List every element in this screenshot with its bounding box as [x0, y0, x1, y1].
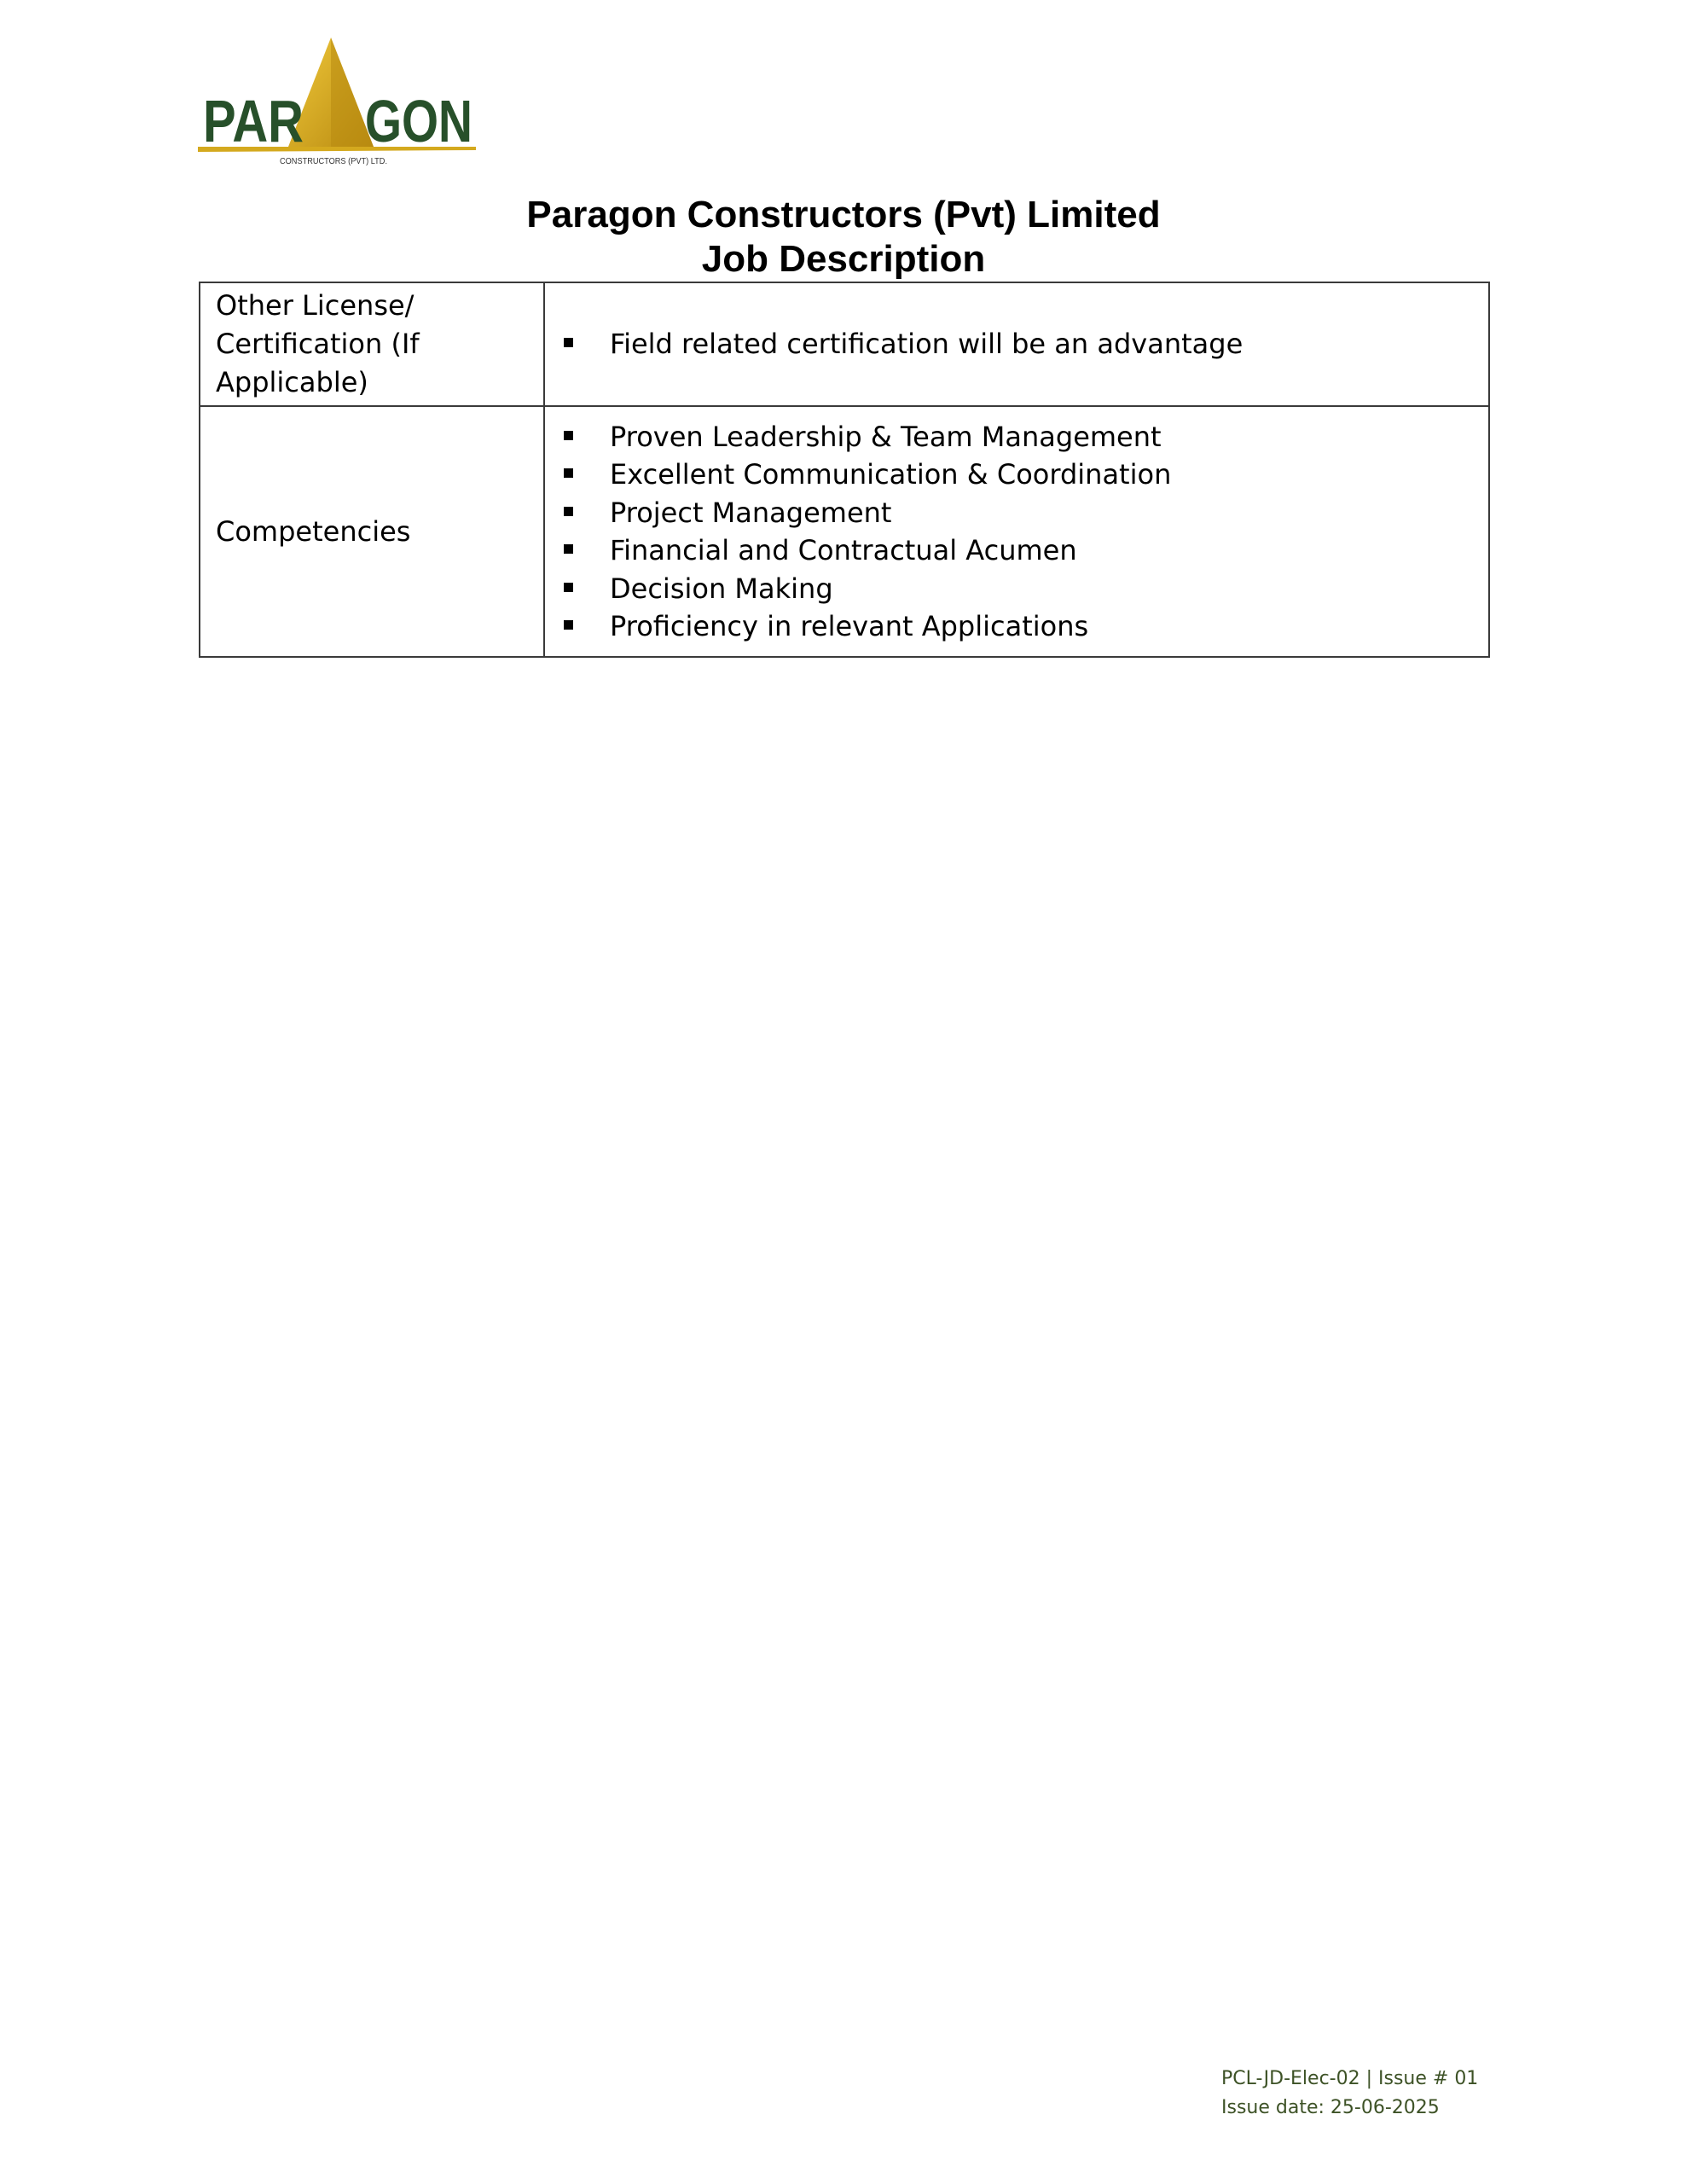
- row-label-text: Other License/ Certification (If Applicable): [216, 289, 420, 398]
- row-value-license: [544, 282, 1489, 406]
- page-footer: [1221, 2065, 1478, 2123]
- square-bullet-icon: [564, 468, 573, 478]
- list-item: [545, 531, 1488, 570]
- list-item: [545, 418, 1488, 456]
- logo-wordmark-left: PAR: [203, 88, 304, 154]
- square-bullet-icon: [564, 544, 573, 554]
- list-item-text: Proven Leadership & Team Management: [610, 420, 1162, 453]
- row-label-text: Competencies: [216, 514, 411, 548]
- footer-doc-code: PCL-JD-Elec-02 | Issue # 01: [1221, 2068, 1479, 2089]
- list-item-text: Field related certification will be an advantage: [610, 328, 1244, 361]
- list-item: [545, 456, 1488, 494]
- square-bullet-icon: [564, 338, 573, 347]
- logo-tagline: CONSTRUCTORS (PVT) LTD.: [280, 157, 387, 166]
- square-bullet-icon: [564, 583, 573, 592]
- table-row-competencies: [200, 406, 1489, 657]
- list-item: [545, 607, 1488, 646]
- list-item-text: Proficiency in relevant Applications: [610, 610, 1089, 642]
- list-item: [545, 570, 1488, 608]
- list-item: [545, 325, 1488, 363]
- competencies-list: [545, 418, 1488, 646]
- table-row-license: [200, 282, 1489, 406]
- square-bullet-icon: [564, 620, 573, 630]
- list-item: [545, 494, 1488, 532]
- square-bullet-icon: [564, 507, 573, 516]
- document-title: Job Description: [701, 238, 986, 280]
- row-value-competencies: [544, 406, 1489, 657]
- list-item-text: Project Management: [610, 496, 892, 529]
- list-item-text: Excellent Communication & Coordination: [610, 458, 1172, 491]
- license-list: [545, 325, 1488, 363]
- logo-wordmark-right: GON: [365, 88, 472, 154]
- company-logo: [194, 34, 484, 171]
- footer-issue-date: Issue date: 25-06-2025: [1221, 2097, 1440, 2118]
- job-description-table: [199, 282, 1490, 658]
- row-label-license: [200, 282, 544, 406]
- row-label-competencies: [200, 406, 544, 657]
- list-item-text: Decision Making: [610, 572, 833, 605]
- list-item-text: Financial and Contractual Acumen: [610, 534, 1077, 566]
- company-title: Paragon Constructors (Pvt) Limited: [526, 194, 1161, 235]
- square-bullet-icon: [564, 431, 573, 440]
